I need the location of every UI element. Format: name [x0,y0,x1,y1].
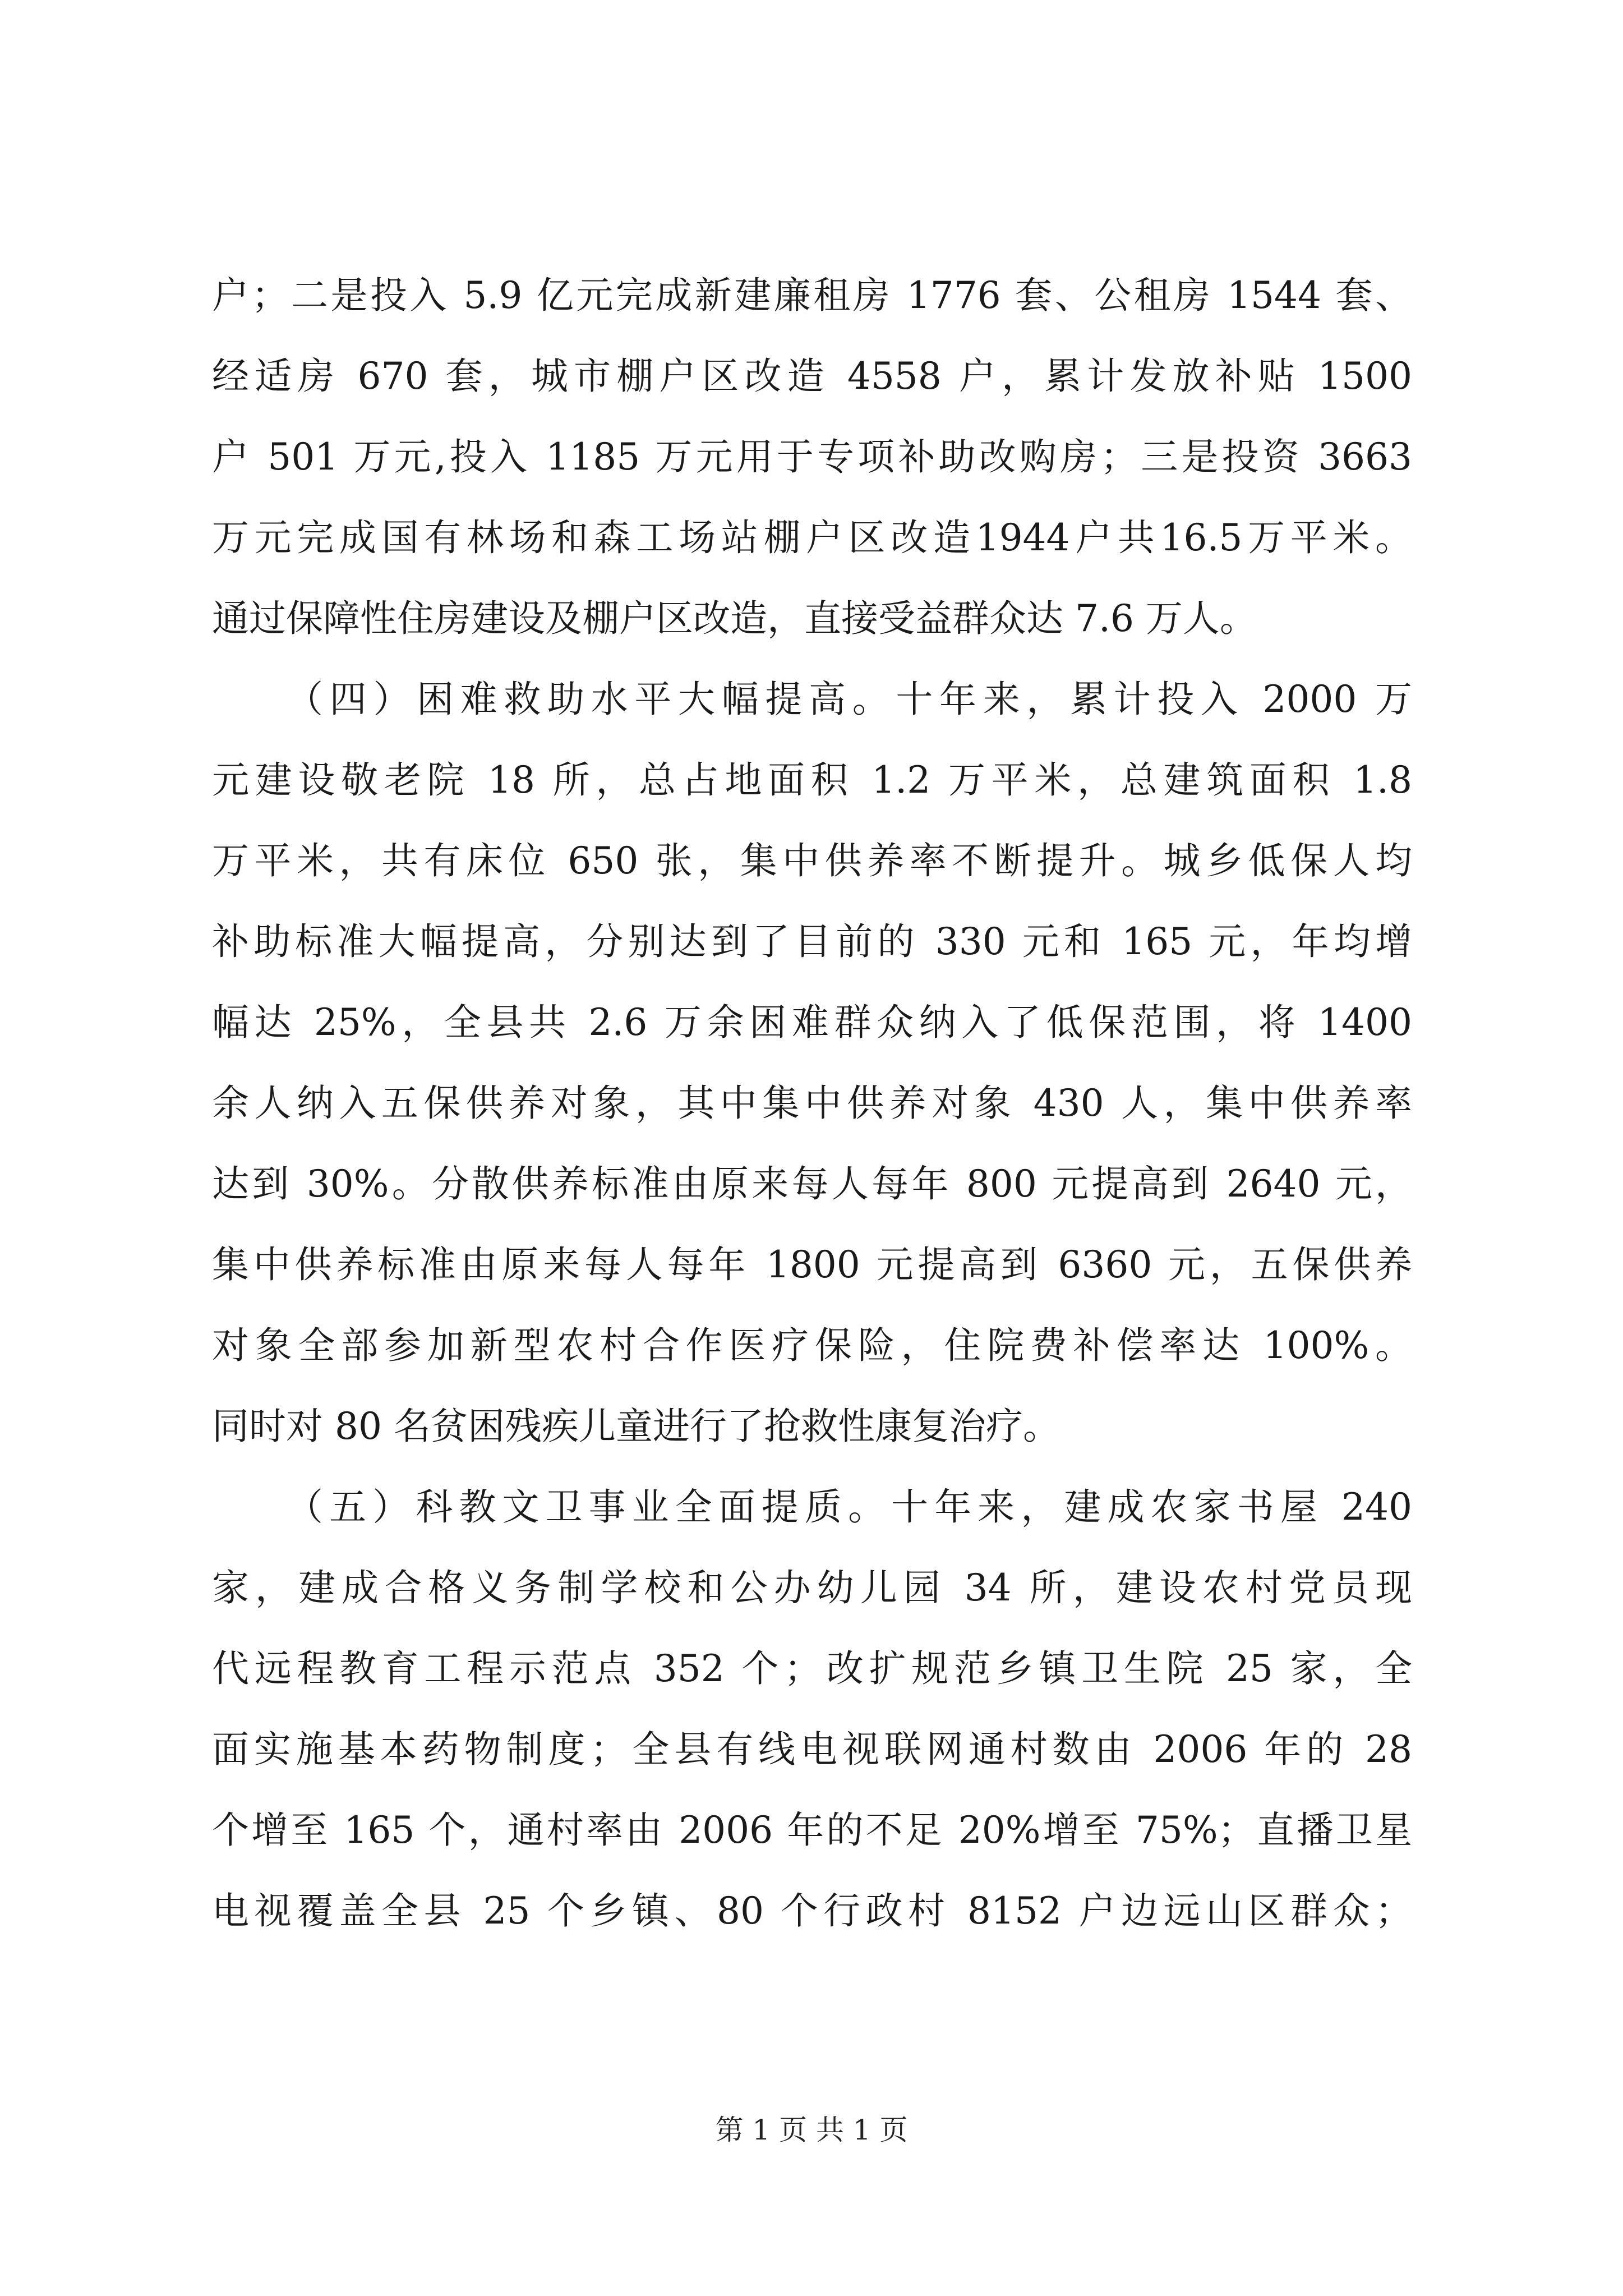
text-line: 面实施基本药物制度；全县有线电视联网通村数由 2006 年的 28 [212,1728,1412,1771]
text-line: 个增至 165 个，通村率由 2006 年的不足 20%增至 75%；直播卫星 [212,1809,1412,1852]
text-line: 万元完成国有林场和森工场站棚户区改造1944户共16.5万平米。 [212,516,1412,559]
text-line: 户 501 万元,投入 1185 万元用于专项补助改购房；三是投资 3663 [212,435,1412,478]
body-text [212,255,1412,1952]
text-line: 通过保障性住房建设及棚户区改造，直接受益群众达 7.6 万人。 [212,597,1257,640]
text-line: 电视覆盖全县 25 个乡镇、80 个行政村 8152 户边远山区群众； [212,1889,1412,1932]
paragraph-heading-line: （四）困难救助水平大幅提高。十年来，累计投入 2000 万 [286,678,1412,721]
text-line: 余人纳入五保供养对象，其中集中供养对象 430 人，集中供养率 [212,1082,1412,1125]
text-line: 万平米，共有床位 650 张，集中供养率不断提升。城乡低保人均 [212,839,1412,882]
text-line: 达到 30%。分散供养标准由原来每人每年 800 元提高到 2640 元， [212,1162,1412,1205]
text-line: 经适房 670 套，城市棚户区改造 4558 户，累计发放补贴 1500 [212,355,1412,398]
text-line: 同时对 80 名贫困残疾儿童进行了抢救性康复治疗。 [212,1405,1060,1448]
text-line: 元建设敬老院 18 所，总占地面积 1.2 万平米，总建筑面积 1.8 [212,758,1412,802]
page-number: 第 1 页 共 1 页 [715,2114,908,2146]
paragraph-heading-line: （五）科教文卫事业全面提质。十年来，建成农家书屋 240 [286,1485,1412,1529]
text-line: 户；二是投入 5.9 亿元完成新建廉租房 1776 套、公租房 1544 套、 [212,274,1412,317]
text-line: 代远程教育工程示范点 352 个；改扩规范乡镇卫生院 25 家，全 [212,1647,1412,1690]
page-footer [0,2110,1623,2150]
text-line: 家，建成合格义务制学校和公办幼儿园 34 所，建设农村党员现 [212,1566,1412,1609]
text-line: 集中供养标准由原来每人每年 1800 元提高到 6360 元，五保供养 [212,1243,1412,1286]
text-line: 幅达 25%，全县共 2.6 万余困难群众纳入了低保范围，将 1400 [212,1001,1412,1044]
text-line: 补助标准大幅提高，分别达到了目前的 330 元和 165 元，年均增 [212,920,1412,963]
text-line: 对象全部参加新型农村合作医疗保险，住院费补偿率达 100%。 [212,1324,1412,1367]
